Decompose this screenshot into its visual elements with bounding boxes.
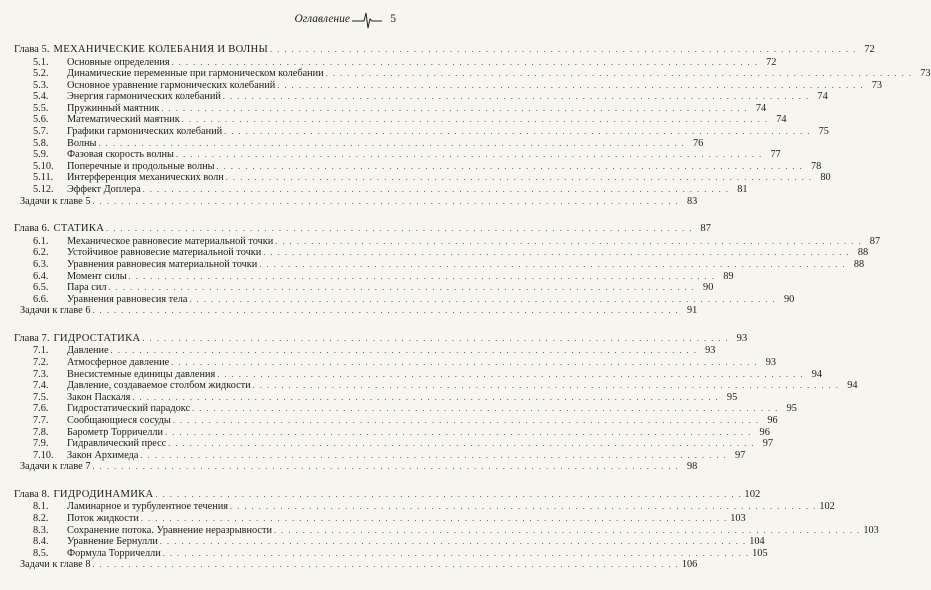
section-title: Устойчивое равновесие материальной точки xyxy=(67,247,262,259)
dot-leader xyxy=(275,236,862,248)
chapter-heading[interactable] xyxy=(14,44,875,57)
tasks-title: Задачи к главе 6 xyxy=(20,305,91,317)
tasks-entry[interactable] xyxy=(14,195,698,208)
toc-entry[interactable] xyxy=(14,91,828,103)
toc-entry[interactable] xyxy=(14,282,714,294)
tasks-page: 98 xyxy=(687,461,698,473)
chapter-title: МЕХАНИЧЕСКИЕ КОЛЕБАНИЯ И ВОЛНЫ xyxy=(53,44,268,55)
section-page: 88 xyxy=(853,258,865,270)
tasks-title: Задачи к главе 8 xyxy=(20,559,91,571)
chapter-page: 87 xyxy=(700,223,711,235)
section-title: Фазовая скорость волны xyxy=(67,149,174,161)
section-number: 5.5. xyxy=(33,102,49,114)
toc-entry[interactable] xyxy=(14,149,781,161)
section-page: 74 xyxy=(776,114,787,126)
dot-leader xyxy=(92,461,679,473)
section-page: 74 xyxy=(817,91,828,103)
section-page: 81 xyxy=(737,184,748,196)
dot-leader xyxy=(141,513,728,525)
tasks-title: Задачи к главе 7 xyxy=(20,461,91,473)
section-number: 7.10. xyxy=(33,449,54,461)
section-title: Уравнения равновесия тела xyxy=(67,293,188,305)
section-title: Ламинарное и турбулентное течения xyxy=(67,501,228,513)
section-number: 7.8. xyxy=(33,426,49,438)
section-number: 8.1. xyxy=(33,501,49,513)
section-title: Атмосферное давление xyxy=(67,356,170,368)
toc-entry[interactable] xyxy=(14,172,831,184)
dot-leader xyxy=(270,44,857,57)
dot-leader xyxy=(92,559,679,571)
toc-entry[interactable] xyxy=(14,345,716,357)
dot-leader xyxy=(111,345,698,357)
section-page: 95 xyxy=(786,403,797,415)
dot-leader xyxy=(274,525,861,537)
chapter-heading[interactable] xyxy=(14,332,748,346)
section-title: Математический маятник xyxy=(67,114,180,126)
section-title: Уравнения равновесия материальной точки xyxy=(67,258,258,270)
section-title: Поток жидкости xyxy=(67,513,139,524)
dot-leader xyxy=(106,223,693,236)
section-page: 94 xyxy=(811,368,823,380)
section-page: 97 xyxy=(734,449,746,461)
section-number: 7.7. xyxy=(33,414,49,426)
dot-leader xyxy=(156,489,743,502)
section-page: 72 xyxy=(766,56,777,68)
page-header xyxy=(0,10,404,34)
table-of-contents xyxy=(14,44,931,571)
toc-entry[interactable] xyxy=(14,438,774,450)
toc-entry[interactable] xyxy=(14,160,822,173)
section-number: 7.4. xyxy=(33,380,49,392)
chapter-block xyxy=(14,44,931,207)
dot-leader xyxy=(168,438,755,450)
section-page: 73 xyxy=(920,68,931,80)
chapter-page: 93 xyxy=(736,332,748,344)
chapter-label: Глава 8. xyxy=(14,488,50,500)
dot-leader xyxy=(230,501,817,513)
section-page: 90 xyxy=(783,293,795,305)
pulse-wave-icon xyxy=(352,10,382,30)
section-page: 103 xyxy=(730,513,746,524)
toc-entry[interactable] xyxy=(14,536,765,548)
tasks-page: 83 xyxy=(687,195,698,207)
toc-entry[interactable] xyxy=(14,391,738,404)
section-title: Гидростатический парадокс xyxy=(67,403,191,415)
dot-leader xyxy=(142,333,729,346)
section-title: Гидравлический пресс xyxy=(67,438,167,450)
toc-entry[interactable] xyxy=(14,414,778,427)
section-page: 78 xyxy=(811,160,822,172)
section-page: 80 xyxy=(820,172,831,184)
section-number: 8.3. xyxy=(33,524,49,536)
toc-entry[interactable] xyxy=(14,137,704,150)
section-title: Закон Паскаля xyxy=(67,391,131,403)
chapter-block xyxy=(14,223,881,317)
dot-leader xyxy=(129,271,716,283)
chapter-label: Глава 7. xyxy=(14,332,50,344)
section-number: 8.2. xyxy=(33,513,49,524)
section-title: Эффект Доплера xyxy=(67,184,141,196)
toc-entry[interactable] xyxy=(14,270,734,283)
dot-leader xyxy=(226,172,813,184)
section-page: 88 xyxy=(857,247,869,259)
section-number: 5.11. xyxy=(33,172,54,184)
dot-leader xyxy=(160,536,747,548)
section-title: Барометр Торричелли xyxy=(67,426,164,438)
section-page: 93 xyxy=(705,345,716,357)
section-title: Интерференция механических волн xyxy=(67,172,224,184)
dot-leader xyxy=(192,403,779,415)
section-title: Основное уравнение гармонических колебаний xyxy=(67,79,276,91)
section-title: Давление xyxy=(67,345,109,357)
toc-entry[interactable] xyxy=(14,247,869,259)
tasks-entry[interactable] xyxy=(14,559,698,571)
dot-leader xyxy=(172,57,759,69)
chapter-block xyxy=(14,488,879,571)
section-number: 7.6. xyxy=(33,403,49,415)
section-number: 8.4. xyxy=(33,536,49,548)
toc-entry[interactable] xyxy=(14,547,768,560)
section-page: 96 xyxy=(767,414,778,426)
section-page: 102 xyxy=(819,501,835,513)
dot-leader xyxy=(189,294,776,306)
section-page: 104 xyxy=(749,536,765,548)
chapter-title: ГИДРОДИНАМИКА xyxy=(53,488,154,500)
section-title: Энергия гармонических колебаний xyxy=(67,91,221,103)
section-title: Динамические переменные при гармоническом колебании xyxy=(67,68,324,80)
section-page: 89 xyxy=(723,270,734,282)
section-page: 93 xyxy=(765,356,777,368)
section-number: 6.5. xyxy=(33,282,49,294)
toc-entry[interactable] xyxy=(14,56,777,69)
chapter-page: 72 xyxy=(864,44,875,55)
dot-leader xyxy=(253,380,840,392)
chapter-heading[interactable] xyxy=(14,488,761,502)
toc-entry[interactable] xyxy=(14,126,829,138)
section-number: 7.3. xyxy=(33,368,49,380)
section-title: Пружинный маятник xyxy=(67,102,160,114)
section-number: 6.4. xyxy=(33,270,49,282)
section-page: 105 xyxy=(752,547,768,559)
section-number: 5.3. xyxy=(33,79,49,91)
dot-leader xyxy=(165,427,752,439)
dot-leader xyxy=(92,196,679,208)
dot-leader xyxy=(217,161,804,173)
section-title: Механическое равновесие материальной точки xyxy=(67,235,274,247)
section-number: 5.1. xyxy=(33,56,49,68)
section-page: 97 xyxy=(762,438,774,450)
section-number: 7.5. xyxy=(33,391,49,403)
dot-leader xyxy=(98,138,685,150)
section-title: Основные определения xyxy=(67,56,170,68)
section-page: 76 xyxy=(692,137,704,149)
section-title: Закон Архимеда xyxy=(67,449,139,461)
chapter-title: СТАТИКА xyxy=(53,223,105,235)
dot-leader xyxy=(132,392,719,404)
section-number: 6.3. xyxy=(33,258,49,270)
section-page: 74 xyxy=(755,102,767,114)
section-number: 5.6. xyxy=(33,114,49,126)
dot-leader xyxy=(161,103,748,115)
toc-entry[interactable] xyxy=(14,380,858,392)
dot-leader xyxy=(217,369,804,381)
toc-entry[interactable] xyxy=(14,235,881,248)
section-number: 5.8. xyxy=(33,137,49,149)
dot-leader xyxy=(224,126,811,138)
section-number: 6.1. xyxy=(33,235,49,247)
section-page: 87 xyxy=(869,235,881,247)
section-number: 7.2. xyxy=(33,356,49,368)
section-number: 5.10. xyxy=(33,160,54,172)
section-number: 7.1. xyxy=(33,345,49,357)
chapter-title: ГИДРОСТАТИКА xyxy=(53,332,141,344)
chapter-block xyxy=(14,332,858,473)
toc-entry[interactable] xyxy=(14,501,835,513)
section-page: 96 xyxy=(759,426,770,438)
section-page: 73 xyxy=(871,79,883,91)
toc-entry[interactable] xyxy=(14,524,879,537)
toc-entry[interactable] xyxy=(14,68,931,80)
toc-entry[interactable] xyxy=(14,368,823,381)
section-title: Уравнение Бернулли xyxy=(67,536,158,548)
section-page: 94 xyxy=(847,380,858,392)
section-number: 5.9. xyxy=(33,149,49,161)
section-title: Момент силы xyxy=(67,270,127,282)
section-page: 77 xyxy=(770,149,781,161)
tasks-entry[interactable] xyxy=(14,461,698,473)
dot-leader xyxy=(92,305,679,317)
toc-entry[interactable] xyxy=(14,293,795,306)
dot-leader xyxy=(182,114,769,126)
chapter-label: Глава 6. xyxy=(14,223,50,235)
section-number: 6.6. xyxy=(33,293,49,305)
dot-leader xyxy=(176,149,763,161)
section-title: Давление, создаваемое столбом жидкости xyxy=(67,380,251,392)
section-title: Поперечные и продольные волны xyxy=(67,160,215,172)
section-page: 90 xyxy=(703,282,714,294)
section-title: Формула Торричелли xyxy=(67,547,161,559)
toc-entry[interactable] xyxy=(14,102,767,115)
section-number: 5.2. xyxy=(33,68,49,80)
dot-leader xyxy=(259,259,846,271)
tasks-title: Задачи к главе 5 xyxy=(20,195,91,207)
dot-leader xyxy=(326,68,913,80)
dot-leader xyxy=(171,357,758,369)
tasks-page: 91 xyxy=(687,305,698,317)
toc-entry[interactable] xyxy=(14,79,883,92)
toc-entry[interactable] xyxy=(14,449,746,462)
section-title: Графики гармонических колебаний xyxy=(67,126,223,138)
section-number: 7.9. xyxy=(33,438,49,450)
section-number: 5.4. xyxy=(33,91,49,103)
section-number: 5.7. xyxy=(33,126,49,138)
chapter-page: 102 xyxy=(744,488,761,500)
section-title: Внесистемные единицы давления xyxy=(67,368,216,380)
section-number: 8.5. xyxy=(33,547,49,559)
page-number: 5 xyxy=(390,13,396,25)
toc-entry[interactable] xyxy=(14,114,787,126)
section-page: 75 xyxy=(818,126,829,138)
toc-entry[interactable] xyxy=(14,403,797,415)
section-page: 103 xyxy=(863,524,879,536)
dot-leader xyxy=(263,247,850,259)
dot-leader xyxy=(109,282,696,294)
toc-entry[interactable] xyxy=(14,356,777,369)
dot-leader xyxy=(163,548,750,560)
tasks-entry[interactable] xyxy=(14,305,698,317)
section-page: 95 xyxy=(726,391,738,403)
section-title: Пара сил xyxy=(67,282,107,294)
running-title: Оглавление xyxy=(294,13,350,25)
dot-leader xyxy=(277,80,864,92)
dot-leader xyxy=(140,450,727,462)
toc-entry[interactable] xyxy=(14,258,865,271)
dot-leader xyxy=(223,91,810,103)
tasks-page: 106 xyxy=(681,559,698,571)
toc-entry[interactable] xyxy=(14,426,770,439)
section-number: 6.2. xyxy=(33,247,49,259)
toc-entry[interactable] xyxy=(14,184,748,196)
section-title: Сообщающиеся сосуды xyxy=(67,414,171,426)
chapter-heading[interactable] xyxy=(14,223,711,236)
section-title: Сохранение потока. Уравнение неразрывности xyxy=(67,524,272,536)
dot-leader xyxy=(173,415,760,427)
toc-entry[interactable] xyxy=(14,513,746,525)
dot-leader xyxy=(143,184,730,196)
chapter-label: Глава 5. xyxy=(14,44,50,55)
section-title: Волны xyxy=(67,137,97,149)
section-number: 5.12. xyxy=(33,184,54,196)
